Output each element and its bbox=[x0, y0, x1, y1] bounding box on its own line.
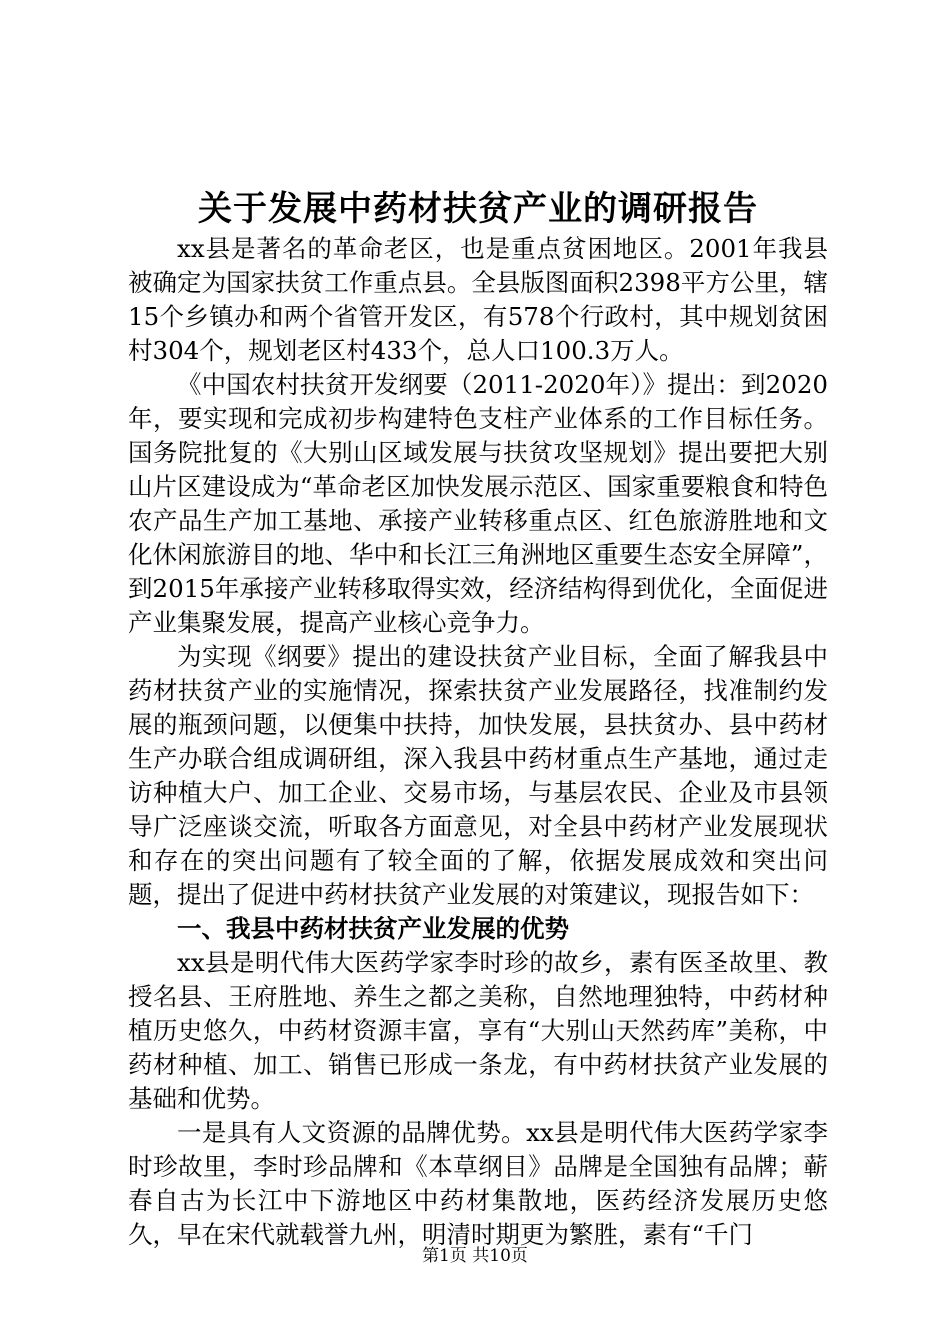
paragraph-intro: xx县是著名的革命老区，也是重点贫困地区。2001年我县被确定为国家扶贫工作重点县。全县版图面积2398平方公里，辖15个乡镇办和两个省管开发区，有578个行政村，其中规划贫困村304个，规划老区村433个，总人口100.3万人。 bbox=[128, 234, 828, 365]
section-heading: 一、我县中药材扶贫产业发展的优势 bbox=[177, 914, 569, 943]
document-body bbox=[128, 186, 828, 1252]
page-indicator: 第1页 共10页 bbox=[422, 1246, 528, 1266]
document-title: 关于发展中药材扶贫产业的调研报告 bbox=[198, 189, 758, 229]
paragraph-outline: 《中国农村扶贫开发纲要（2011-2020年）》提出：到2020年，要实现和完成初步构建特色支柱产业体系的工作目标任务。国务院批复的《大别山区域发展与扶贫攻坚规划》提出要把大别山片区建设成为“革命老区加快发展示范区、国家重要粮食和特色农产品生产加工基地、承接产业转移重点区、红色旅游胜地和文化休闲旅游目的地、华中和长江三角洲地区重要生态安全屏障”，到2015年承接产业转移取得实效，经济结构得到优化，全面促进产业集聚发展，提高产业核心竞争力。 bbox=[128, 370, 828, 637]
paragraph-section-intro: xx县是明代伟大医药学家李时珍的故乡，素有医圣故里、教授名县、王府胜地、养生之都之美称，自然地理独特，中药材种植历史悠久，中药材资源丰富，享有“大别山天然药库”美称，中药材种植、加工、销售已形成一条龙，有中药材扶贫产业发展的基础和优势。 bbox=[128, 948, 828, 1113]
paragraph-purpose: 为实现《纲要》提出的建设扶贫产业目标，全面了解我县中药材扶贫产业的实施情况，探索扶贫产业发展路径，找准制约发展的瓶颈问题，以便集中扶持，加快发展，县扶贫办、县中药材生产办联合组成调研组，深入我县中药材重点生产基地，通过走访种植大户、加工企业、交易市场，与基层农民、企业及市县领导广泛座谈交流，听取各方面意见，对全县中药材产业发展现状和存在的突出问题有了较全面的了解，依据发展成效和突出问题，提出了促进中药材扶贫产业发展的对策建议，现报告如下： bbox=[128, 642, 828, 909]
paragraph-advantage-one: 一是具有人文资源的品牌优势。xx县是明代伟大医药学家李时珍故里，李时珍品牌和《本草纲目》品牌是全国独有品牌；蕲春自古为长江中下游地区中药材集散地，医药经济发展历史悠久，早在宋代就载誉九州，明清时期更为繁胜，素有“千门 bbox=[128, 1118, 828, 1249]
